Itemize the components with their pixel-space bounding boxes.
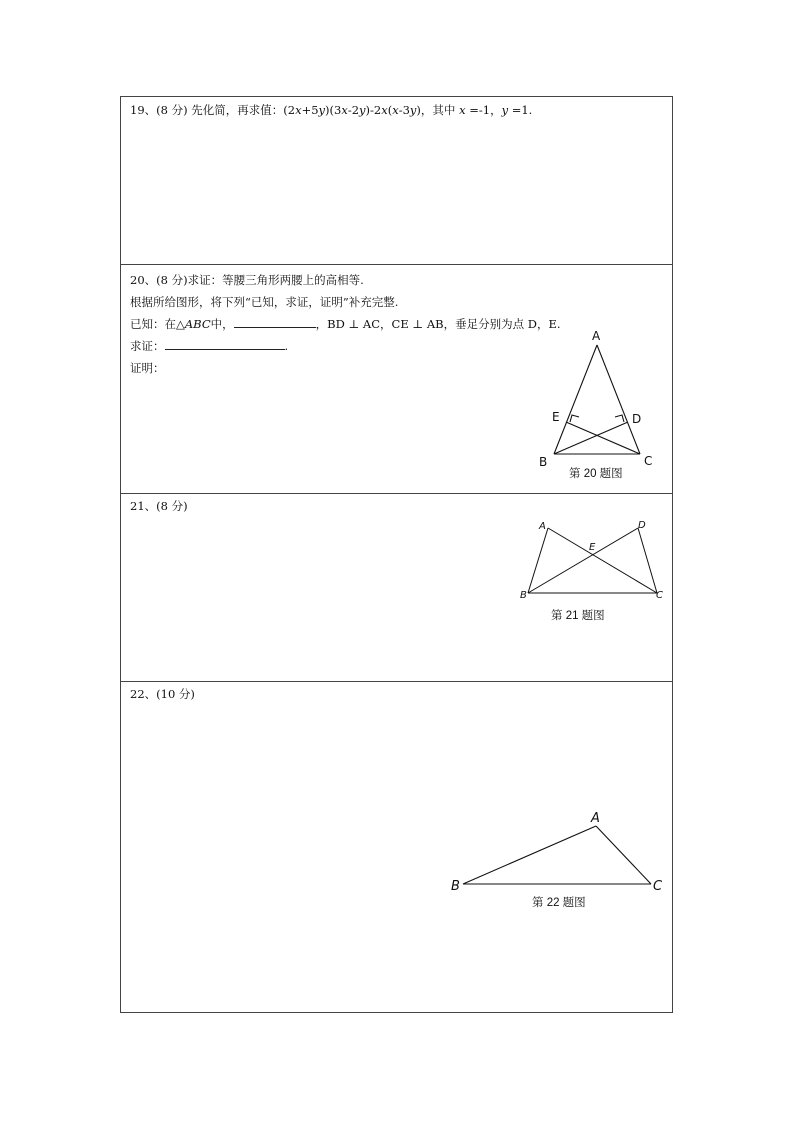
vertex-label-c: C (644, 454, 653, 468)
given-line: 已知：在△ABC中， ，BD ⊥ AC，CE ⊥ AB，垂足分别为点 D，E. (130, 317, 561, 331)
question-instruction: 先化简，再求值： (187, 103, 284, 117)
figure-21-caption: 第 21 题图 (551, 610, 605, 622)
question-20 (121, 265, 672, 494)
question-score: (8 分) (156, 103, 188, 117)
vertex-label-e: E (552, 410, 560, 424)
vertex-label-a: A (539, 521, 546, 532)
vertex-label-b: B (451, 879, 460, 894)
vertex-label-c: C (656, 590, 663, 601)
vertex-label-c: C (653, 879, 663, 894)
segment-ba (463, 826, 596, 884)
vertex-label-d: D (632, 412, 642, 426)
figure-21 (121, 494, 674, 682)
question-score: (8 分) (156, 273, 188, 287)
segment-ac (596, 826, 651, 884)
question-19-text (130, 102, 532, 118)
question-19 (121, 97, 672, 265)
figure-22-caption: 第 22 题图 (532, 897, 586, 909)
question-21 (121, 494, 672, 682)
prove-line: 求证： . (130, 339, 289, 353)
question-number: 22、 (130, 687, 157, 701)
vertex-label-b: B (520, 590, 527, 601)
question-score: (8 分) (156, 499, 188, 513)
math-expression: (2x+5y)(3x-2y)-2x(x-3y)，其中 x =-1，y =1. (283, 103, 533, 117)
exam-sheet (120, 96, 673, 1013)
vertex-label-a: A (592, 329, 601, 343)
vertex-label-b: B (539, 455, 548, 469)
question-number: 20、 (130, 273, 157, 287)
question-number: 21、 (130, 499, 157, 513)
vertex-label-a: A (591, 811, 600, 826)
question-instruction: 根据所给图形，将下列“已知，求证，证明”补充完整. (130, 295, 399, 309)
right-angle-mark-e (570, 415, 579, 422)
proof-label: 证明： (130, 361, 165, 375)
question-statement: 求证：等腰三角形两腰上的高相等. (187, 273, 364, 287)
question-22 (121, 682, 672, 1014)
question-score: (10 分) (156, 687, 195, 701)
right-angle-mark-d (615, 415, 624, 422)
figure-22 (121, 682, 674, 1014)
vertex-label-e: E (589, 542, 596, 553)
figure-20 (121, 265, 674, 494)
vertex-label-d: D (638, 520, 646, 531)
question-number: 19、 (130, 103, 157, 117)
figure-20-caption: 第 20 题图 (569, 468, 623, 480)
